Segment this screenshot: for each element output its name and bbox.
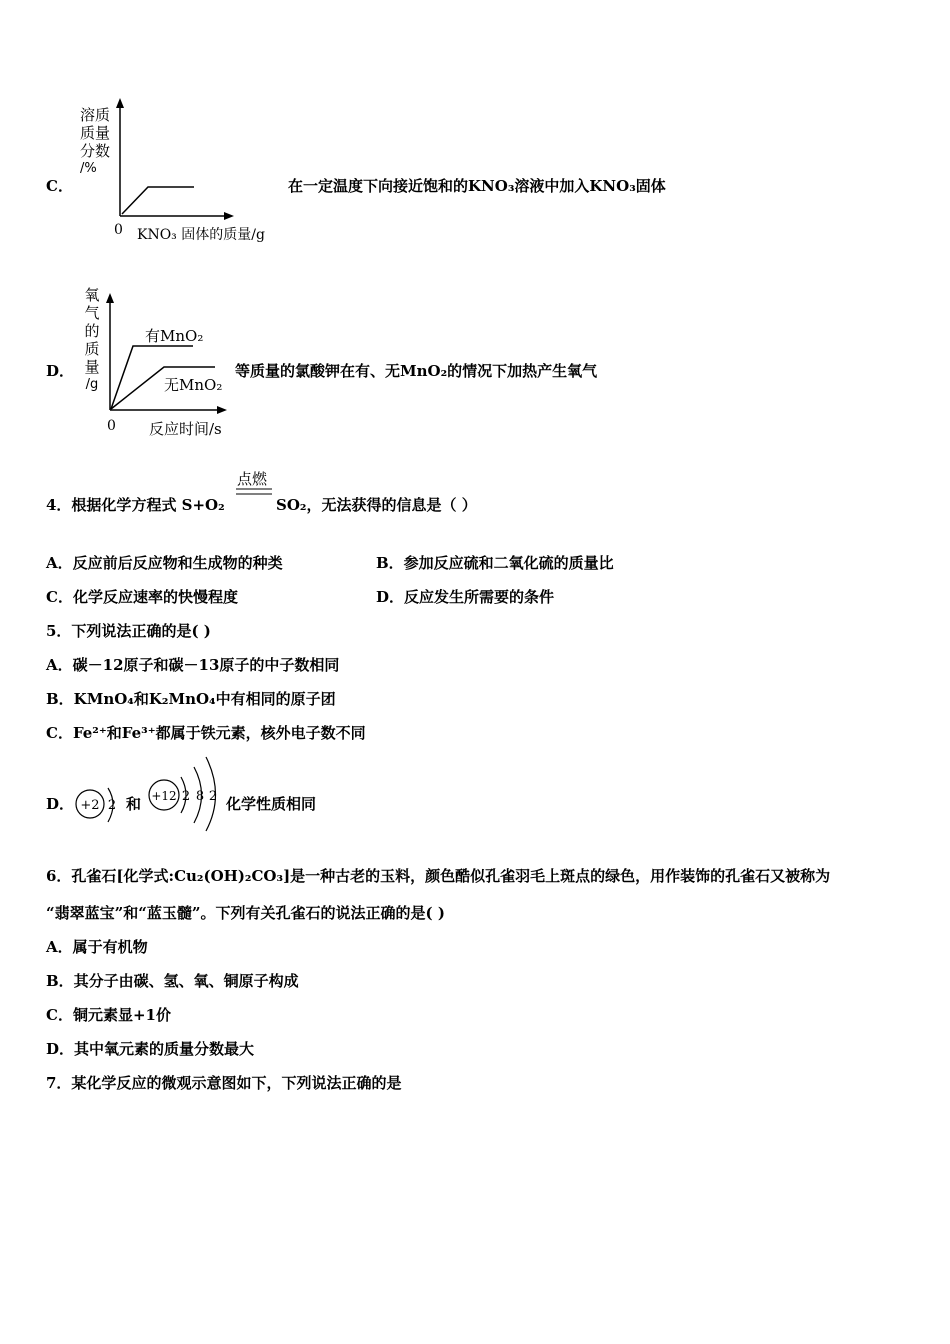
q6-stem-line2: “翡翠蓝宝”和“蓝玉髓”。下列有关孔雀石的说法正确的是( ) <box>46 904 445 922</box>
q5-option-a: A．碳－12原子和碳－13原子的中子数相同 <box>46 656 340 674</box>
option-c-statement: 在一定温度下向接近饱和的KNO₃溶液中加入KNO₃固体 <box>288 177 666 195</box>
atom2-shell-1-electrons: 2 <box>181 789 191 804</box>
graph-d-ylabel-line: 氧 <box>84 286 100 304</box>
q6-stem-line1: 6．孔雀石[化学式:Cu₂(OH)₂CO₃]是一种古老的玉料，颜色酷似孔雀羽毛上斑点的绿色，用作装饰的孔雀石又被称为 <box>46 867 831 885</box>
q4-equation-arrow <box>234 486 274 498</box>
graph-d-origin: 0 <box>107 418 116 434</box>
atom1-nucleus-charge: +2 <box>80 798 100 813</box>
q4-stem-end: SO₂，无法获得的信息是（ ） <box>276 496 477 514</box>
atom2-nucleus-charge: +12 <box>151 789 177 803</box>
graph-d-ylabel-line: 量 <box>84 358 100 376</box>
graph-d-x-arrow <box>217 406 227 414</box>
graph-d-ylabel-line: /g <box>85 377 99 392</box>
option-letter-d: D． <box>46 362 75 380</box>
graph-d-ylabel-line: 的 <box>84 322 100 340</box>
q4-option-a: A．反应前后反应物和生成物的种类 <box>46 554 283 572</box>
graph-d-ylabel-line: 质 <box>84 340 100 358</box>
q6-option-b: B．其分子由碳、氢、氧、铜原子构成 <box>46 972 299 990</box>
graph-c-ylabel-line: 溶质 <box>80 106 111 124</box>
q7-stem: 7．某化学反应的微观示意图如下，下列说法正确的是 <box>46 1074 402 1092</box>
q6-option-d: D．其中氧元素的质量分数最大 <box>46 1040 255 1058</box>
q6-option-c: C．铜元素显+1价 <box>46 1006 171 1024</box>
graph-c-xlabel: KNO₃ 固体的质量/g <box>137 227 265 243</box>
q4-option-b: B．参加反应硫和二氧化硫的质量比 <box>376 554 614 572</box>
q4-option-c: C．化学反应速率的快慢程度 <box>46 588 238 606</box>
q6-option-a: A．属于有机物 <box>46 938 148 956</box>
graph-d-label-with: 有MnO₂ <box>145 327 204 345</box>
q4-stem-start: 4．根据化学方程式 S+O₂ <box>46 496 225 514</box>
graph-d-axes <box>100 290 235 415</box>
q4-option-d: D．反应发生所需要的条件 <box>376 588 555 606</box>
graph-d-label-without: 无MnO₂ <box>164 376 223 394</box>
graph-c-ylabel-line: 质量 <box>80 124 111 142</box>
q5-option-b: B．KMnO₄和K₂MnO₄中有相同的原子团 <box>46 690 336 708</box>
option-d-statement: 等质量的氯酸钾在有、无MnO₂的情况下加热产生氧气 <box>235 362 598 380</box>
graph-c-curve <box>122 187 194 214</box>
graph-c-ylabel-line: /% <box>80 161 97 176</box>
graph-d-xlabel: 反应时间/s <box>149 420 222 438</box>
graph-d-ylabel-line: 气 <box>84 304 100 322</box>
atom1-shell-1-electrons: 2 <box>107 798 117 813</box>
graph-c-ylabel-line: 分数 <box>80 142 111 160</box>
q5-option-c: C．Fe²⁺和Fe³⁺都属于铁元素，核外电子数不同 <box>46 724 366 742</box>
graph-c-x-arrow <box>224 212 234 220</box>
q5-option-d-letter: D． <box>46 795 75 813</box>
graph-c-y-arrow <box>116 98 124 108</box>
q4-condition: 点燃 <box>237 470 268 488</box>
atom-diagram-1 <box>70 782 122 828</box>
q5-option-d-and: 和 <box>126 795 142 813</box>
atom-diagram-2 <box>147 753 223 833</box>
atom2-shell-3-electrons: 2 <box>208 789 218 804</box>
graph-d-y-arrow <box>106 293 114 303</box>
q5-stem: 5．下列说法正确的是( ) <box>46 622 211 640</box>
atom2-shell-2-electrons: 8 <box>195 789 205 804</box>
option-letter-c: C． <box>46 177 73 195</box>
graph-d-ylabel <box>82 286 102 394</box>
graph-c-axes <box>110 96 240 226</box>
q5-option-d-end: 化学性质相同 <box>226 795 317 813</box>
graph-c-origin: 0 <box>114 222 123 238</box>
